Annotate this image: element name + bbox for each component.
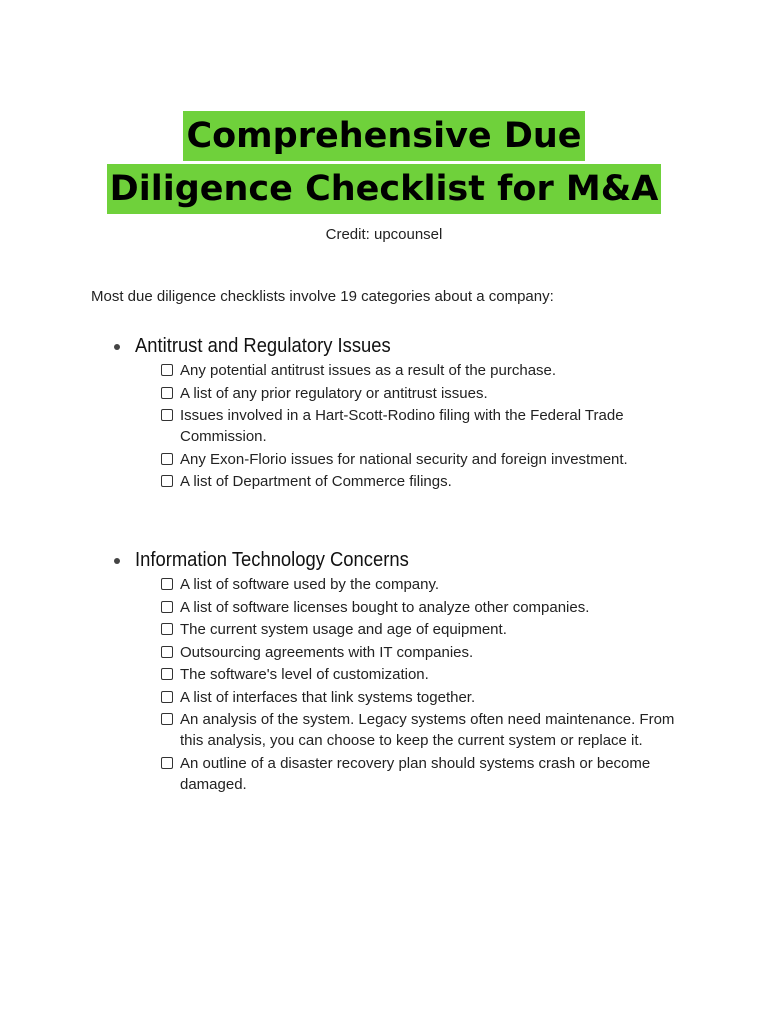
checklist-item [161,619,712,640]
checkbox-icon[interactable] [161,668,173,680]
checklist-item-text: The current system usage and age of equipment. [180,621,507,638]
checklist-item [161,360,712,381]
checklist-item-text: A list of software used by the company. [180,576,440,593]
credit-line: Credit: upcounsel [325,226,443,243]
title-line-1: Comprehensive Due [183,111,584,161]
checklist-item-text: Outsourcing agreements with IT companies. [180,643,474,661]
section-heading [112,547,712,573]
checklist-item-text: A list of any prior regulatory or antitrust issues. [180,384,488,402]
checklist-item-text: An analysis of the system. Legacy systems often need maintenance. From this analysis, you can choose to keep the current system or replace it. [180,711,675,749]
checkbox-icon[interactable] [161,364,173,376]
checklist-item [161,405,712,447]
checkbox-icon[interactable] [161,409,173,421]
checklist [112,574,712,795]
section-information-technology [112,547,712,796]
checklist-item-text: A list of software licenses bought to analyze other companies. [180,598,590,616]
checklist-item [161,471,712,492]
checkbox-icon[interactable] [161,453,173,465]
checkbox-icon[interactable] [161,757,173,769]
checklist-item-text: Any Exon-Florio issues for national security and foreign investment. [180,450,628,468]
section-heading [112,333,712,359]
checklist [112,360,712,492]
checklist-item [161,753,712,795]
title-line-2: Diligence Checklist for M&A [107,164,662,214]
checkbox-icon[interactable] [161,387,173,399]
bullet-dot-icon [114,344,120,350]
checklist-item-text: The software's level of customization. [180,666,429,683]
checklist-item [161,574,712,595]
checklist-item [161,687,712,708]
checkbox-icon[interactable] [161,475,173,487]
checklist-item [161,383,712,404]
checklist-item-text: Issues involved in a Hart-Scott-Rodino filing with the Federal Trade Commission. [180,407,624,445]
checkbox-icon[interactable] [161,578,173,590]
checkbox-icon[interactable] [161,713,173,725]
section-title: Information Technology Concerns [135,548,409,571]
checkbox-icon[interactable] [161,601,173,613]
checkbox-icon[interactable] [161,623,173,635]
checkbox-icon[interactable] [161,646,173,658]
checklist-item [161,449,712,470]
document-title [0,111,768,214]
intro-paragraph: Most due diligence checklists involve 19 categories about a company: [91,288,554,305]
checklist-item-text: A list of Department of Commerce filings. [180,473,452,490]
checklist-item-text: Any potential antitrust issues as a result of the purchase. [180,362,557,379]
checklist-item [161,642,712,663]
section-antitrust [112,333,712,494]
bullet-dot-icon [114,558,120,564]
checklist-item-text: An outline of a disaster recovery plan should systems crash or become damaged. [180,754,651,793]
checkbox-icon[interactable] [161,691,173,703]
checklist-item [161,597,712,618]
section-title: Antitrust and Regulatory Issues [135,334,391,357]
checklist-item [161,664,712,685]
checklist-item-text: A list of interfaces that link systems together. [180,688,476,706]
checklist-item [161,709,712,751]
